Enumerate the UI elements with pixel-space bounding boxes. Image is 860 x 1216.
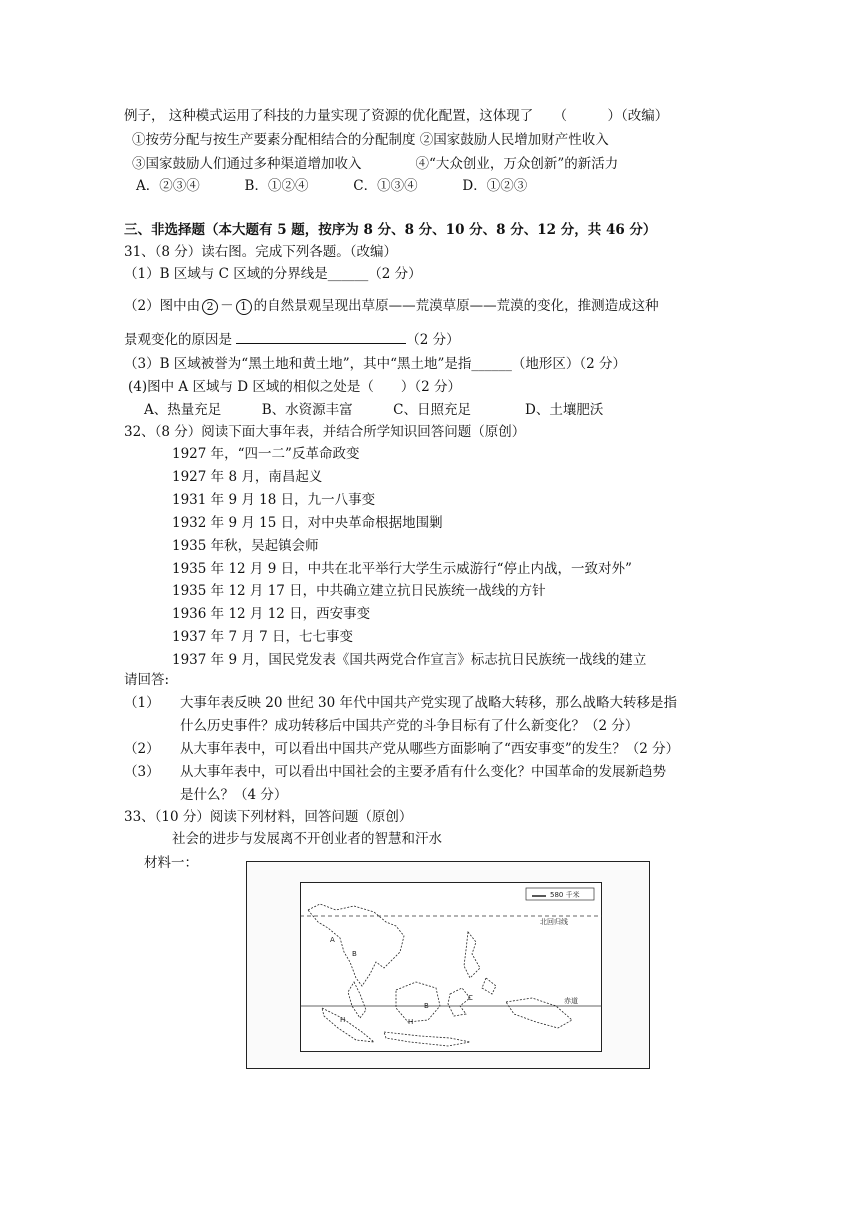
timeline-event: 1935 年 12 月 9 日，中共在北平举行大学生示威游行“停止内战，一致对外” [172, 561, 632, 577]
timeline-event: 1927 年，“四一二”反革命政变 [172, 446, 360, 462]
material-1-label: 材料一： [144, 855, 198, 871]
region-label: H [340, 1016, 346, 1024]
q32-sub-2-text: 从大事年表中，可以看出中国共产党从哪些方面影响了“西安事变”的发生？（2 分） [180, 741, 680, 757]
region-label: B [424, 1002, 429, 1010]
timeline-event: 1927 年 8 月，南昌起义 [172, 469, 323, 485]
q30-option-line-2: ③国家鼓励人们通过多种渠道增加收入 ④“大众创业，万众创新”的新活力 [132, 156, 619, 172]
q32-ask: 请回答: [124, 672, 170, 688]
region-label: B [352, 950, 357, 958]
timeline-event: 1935 年秋，吴起镇会师 [172, 538, 319, 554]
q31-choices: A、热量充足 B、水资源丰富 C、日照充足 D、土壤肥沃 [144, 402, 604, 418]
circled-number-1: 1 [236, 299, 252, 315]
q31-stem: 31、（8 分）读右图。完成下列各题。（改编） [124, 244, 398, 260]
q31-part-2-continued [124, 331, 460, 349]
q32-sub-1-number: （1） [124, 695, 160, 711]
timeline-event: 1931 年 9 月 18 日，九一八事变 [172, 492, 376, 508]
q31-part-1: （1）B 区域与 C 区域的分界线是______（2 分） [124, 266, 422, 282]
q32-stem: 32、（8 分）阅读下面大事年表，并结合所学知识回答问题（原创） [124, 424, 526, 440]
q30-stem: 例子， 这种模式运用了科技的力量实现了资源的优化配置，这体现了 （ ）（改编） [124, 108, 669, 124]
southeast-asia-map [300, 882, 602, 1052]
timeline-event: 1937 年 9 月，国民党发表《国共两党合作宣言》标志抗日民族统一战线的建立 [172, 652, 647, 668]
q31-part-2-cont-text: 景观变化的原因是 [124, 332, 232, 348]
q31-part-2-dash: － [220, 298, 234, 314]
q32-sub-2-number: （2） [124, 741, 160, 757]
region-label: C [468, 994, 473, 1002]
timeline-event: 1932 年 9 月 15 日，对中央革命根据地围剿 [172, 515, 443, 531]
q31-part-3: （3）B 区域被誉为“黑土地和黄土地”，其中“黑土地”是指______（地形区）（2 分） [124, 356, 627, 372]
q31-part-2 [124, 297, 659, 315]
q32-sub-3-number: （3） [124, 764, 160, 780]
region-label: A [330, 936, 335, 944]
scale-label: 580 千米 [550, 891, 580, 899]
q31-part-2-lead: （2）图中由 [124, 298, 201, 314]
q31-part-2-score: （2 分） [406, 332, 460, 348]
region-label: H [408, 1018, 414, 1026]
tropic-label: 北回归线 [540, 918, 568, 926]
answer-blank [236, 331, 406, 344]
q33-stem: 33、（10 分）阅读下列材料，回答问题（原创） [124, 809, 413, 825]
section-title: 三、非选择题（本大题有 5 题，按序为 8 分、8 分、10 分、8 分、12 分，共 46 分） [124, 222, 657, 238]
timeline-event: 1935 年 12 月 17 日，中共确立建立抗日民族统一战线的方针 [172, 583, 546, 599]
timeline-event: 1937 年 7 月 7 日，七七事变 [172, 629, 353, 645]
q30-option-line-1: ①按劳分配与按生产要素分配相结合的分配制度 ②国家鼓励人民增加财产性收入 [132, 132, 609, 148]
q31-part-2-rest: 的自然景观呈现出草原——荒漠草原——荒漠的变化，推测造成这种 [253, 298, 659, 314]
q30-choices: A．②③④ B．①②④ C．①③④ D．①②③ [136, 178, 528, 194]
q32-sub-1-text-2: 什么历史事件？成功转移后中国共产党的斗争目标有了什么新变化？（2 分） [180, 718, 639, 734]
q32-sub-3-text: 从大事年表中，可以看出中国社会的主要矛盾有什么变化？中国革命的发展新趋势 [180, 764, 666, 780]
equator-label: 赤道 [564, 997, 578, 1005]
q32-sub-3-text-2: 是什么？（4 分） [180, 787, 288, 803]
q31-part-4: (4)图中 A 区域与 D 区域的相似之处是（ ）（2 分） [128, 379, 461, 395]
circled-number-2: 2 [202, 299, 218, 315]
q33-intro: 社会的进步与发展离不开创业者的智慧和汗水 [172, 831, 442, 847]
q32-sub-1-text: 大事年表反映 20 世纪 30 年代中国共产党实现了战略大转移，那么战略大转移是指 [180, 695, 678, 711]
timeline-event: 1936 年 12 月 12 日，西安事变 [172, 606, 371, 622]
